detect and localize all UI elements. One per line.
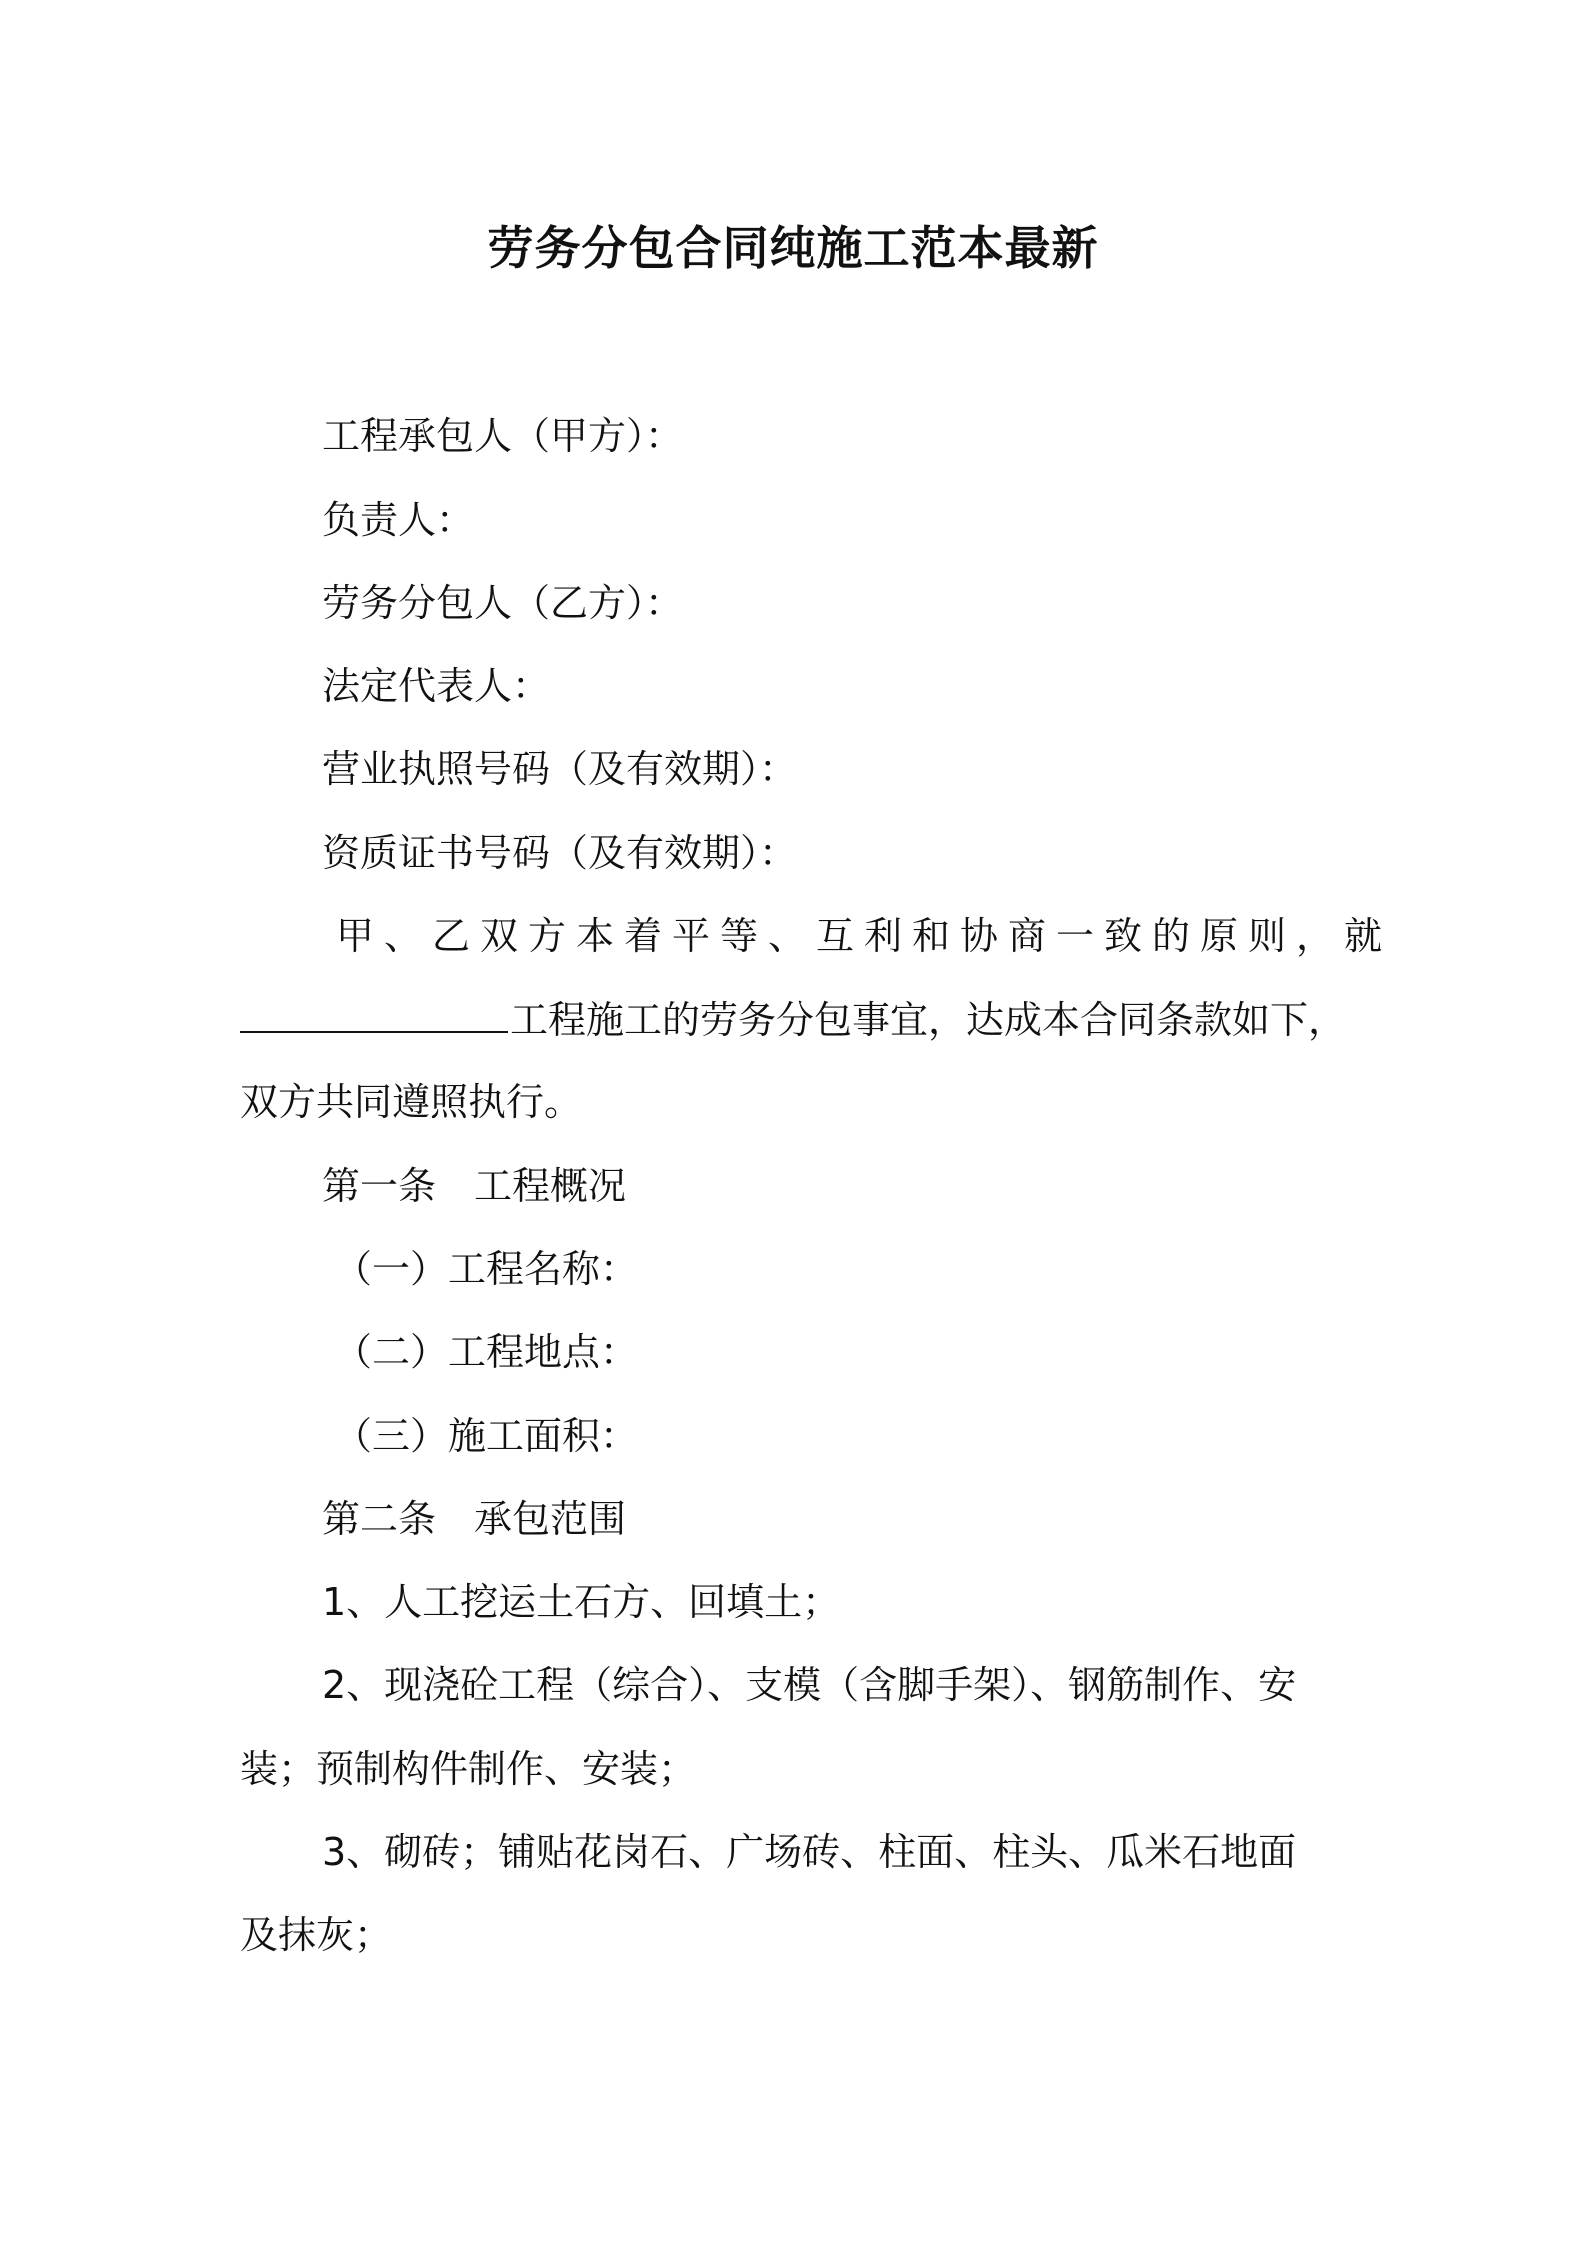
- document-title: 劳务分包合同纯施工范本最新: [487, 221, 1099, 275]
- article-1-item-area: （三）施工面积：: [334, 1414, 639, 1458]
- party-b-label: 劳务分包人（乙方）：: [322, 581, 684, 625]
- project-name-blank: [240, 991, 508, 1033]
- intro-paragraph-line-3: 双方共同遵照执行。: [240, 1080, 583, 1124]
- scope-item-3-line-2: 及抹灰；: [240, 1913, 393, 1957]
- scope-item-3-line-1: 3、砌砖；铺贴花岗石、广场砖、柱面、柱头、瓜米石地面: [322, 1830, 1297, 1874]
- article-1-item-name: （一）工程名称：: [334, 1247, 639, 1291]
- intro-paragraph-line-2: [240, 991, 1346, 1048]
- article-2-title: 第二条 承包范围: [322, 1497, 627, 1541]
- scope-item-2-line-1: 2、现浇砼工程（综合）、支模（含脚手架）、钢筋制作、安: [322, 1663, 1297, 1707]
- article-1-title: 第一条 工程概况: [322, 1164, 627, 1208]
- qualification-certificate-label: 资质证书号码（及有效期）：: [322, 831, 798, 875]
- party-a-label: 工程承包人（甲方）：: [322, 414, 684, 458]
- intro-paragraph-line-1: 甲、乙双方本着平等、互利和协商一致的原则，就: [336, 914, 1393, 958]
- intro-line-2-text: 工程施工的劳务分包事宜，达成本合同条款如下，: [510, 998, 1347, 1042]
- legal-representative-label: 法定代表人：: [322, 664, 551, 708]
- scope-item-1: 1、人工挖运土石方、回填土；: [322, 1580, 841, 1624]
- scope-item-2-line-2: 装；预制构件制作、安装；: [240, 1747, 697, 1791]
- article-1-item-location: （二）工程地点：: [334, 1330, 639, 1374]
- person-in-charge-label: 负责人：: [322, 498, 475, 542]
- business-license-label: 营业执照号码（及有效期）：: [322, 747, 798, 791]
